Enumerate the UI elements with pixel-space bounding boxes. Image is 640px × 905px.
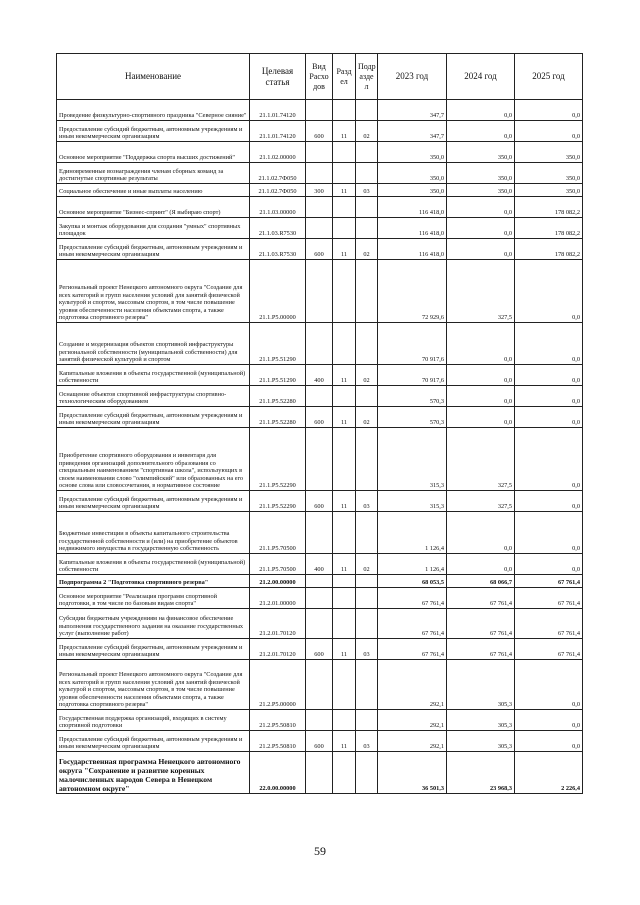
row-subsection (356, 142, 378, 163)
header-2025: 2025 год (515, 54, 583, 100)
row-name: Капитальные вложения в объекты государственной (муниципальной) собственности (57, 365, 250, 386)
row-name: Государственная поддержка организаций, входящих в систему спортивной подготовки (57, 710, 250, 731)
row-subsection: 02 (356, 365, 378, 386)
row-section (333, 428, 356, 491)
row-name: Региональный проект Ненецкого автономного округа "Создание для всех категорий и групп населения условий для занятий физической культурой и спортом, массовым спортом, в том числе повышение уровня обеспеченности населения объектами спорта, а также подготовка спортивного резерва" (57, 660, 250, 710)
row-expense-type (306, 575, 333, 588)
table-row (57, 575, 583, 588)
row-2025-value: 350,0 (515, 163, 583, 184)
row-2025-value: 67 761,4 (515, 639, 583, 660)
row-2024-value: 327,5 (447, 491, 515, 512)
table-row (57, 710, 583, 731)
row-target-code: 21.2.P5.50810 (250, 731, 306, 752)
row-subsection: 03 (356, 731, 378, 752)
row-2023-value: 347,7 (378, 100, 447, 121)
row-expense-type: 600 (306, 407, 333, 428)
row-target-code: 21.1.02.7Ф050 (250, 163, 306, 184)
row-subsection (356, 197, 378, 218)
row-section: 11 (333, 184, 356, 197)
row-2023-value: 70 917,6 (378, 365, 447, 386)
header-subsection: Подр азде л (356, 54, 378, 100)
row-target-code: 21.1.P5.70500 (250, 554, 306, 575)
table-row (57, 554, 583, 575)
row-section: 11 (333, 639, 356, 660)
row-section: 11 (333, 554, 356, 575)
row-target-code: 21.1.03.00000 (250, 197, 306, 218)
row-expense-type (306, 512, 333, 554)
row-section: 11 (333, 121, 356, 142)
header-2024: 2024 год (447, 54, 515, 100)
row-2023-value: 347,7 (378, 121, 447, 142)
row-2025-value: 350,0 (515, 142, 583, 163)
row-name: Региональный проект Ненецкого автономного округа "Создание для всех категорий и групп населения условий для занятий физической культурой и спортом, массовым спортом, в том числе повышение уровня обеспеченности населения объектами спорта, а также подготовка спортивного резерва" (57, 260, 250, 323)
row-expense-type (306, 163, 333, 184)
row-section (333, 575, 356, 588)
row-target-code: 21.2.P5.00000 (250, 660, 306, 710)
row-expense-type: 400 (306, 554, 333, 575)
header-2023: 2023 год (378, 54, 447, 100)
table-row (57, 491, 583, 512)
row-2023-value: 72 929,6 (378, 260, 447, 323)
row-expense-type (306, 752, 333, 794)
row-subsection (356, 752, 378, 794)
row-2024-value: 23 968,3 (447, 752, 515, 794)
table-row (57, 142, 583, 163)
table-row (57, 588, 583, 609)
row-2025-value: 0,0 (515, 710, 583, 731)
table-row (57, 184, 583, 197)
row-subsection (356, 710, 378, 731)
row-target-code: 21.2.01.00000 (250, 588, 306, 609)
row-2024-value: 68 066,7 (447, 575, 515, 588)
row-2023-value: 70 917,6 (378, 323, 447, 365)
row-2023-value: 68 053,5 (378, 575, 447, 588)
row-name: Предоставление субсидий бюджетным, автономным учреждениям и иным некоммерческим организациям (57, 639, 250, 660)
row-name: Приобретение спортивного оборудования и инвентаря для приведения организаций дополнительного образования со специальным наименованием "спортивная школа", использующих в своем наименовании слово "олимпийский" или образованных на его основе слова или словосочетания, в нормативное состояние (57, 428, 250, 491)
row-subsection: 02 (356, 121, 378, 142)
row-expense-type: 600 (306, 731, 333, 752)
row-2025-value: 0,0 (515, 554, 583, 575)
row-expense-type (306, 323, 333, 365)
row-section: 11 (333, 239, 356, 260)
row-2024-value: 67 761,4 (447, 609, 515, 639)
row-section (333, 512, 356, 554)
row-2025-value: 0,0 (515, 491, 583, 512)
row-expense-type: 600 (306, 239, 333, 260)
row-2023-value: 350,0 (378, 142, 447, 163)
table-row (57, 323, 583, 365)
row-section (333, 386, 356, 407)
row-2025-value: 67 761,4 (515, 575, 583, 588)
row-target-code: 21.2.01.70120 (250, 639, 306, 660)
row-2025-value: 0,0 (515, 660, 583, 710)
row-2024-value: 0,0 (447, 323, 515, 365)
row-subsection (356, 512, 378, 554)
row-name: Основное мероприятие "Поддержка спорта высших достижений" (57, 142, 250, 163)
row-section (333, 260, 356, 323)
row-subsection (356, 575, 378, 588)
row-2023-value: 1 126,4 (378, 554, 447, 575)
row-2023-value: 315,3 (378, 428, 447, 491)
row-target-code: 21.1.P5.52280 (250, 407, 306, 428)
row-target-code: 21.1.03.R7530 (250, 218, 306, 239)
row-section: 11 (333, 731, 356, 752)
row-2024-value: 350,0 (447, 184, 515, 197)
row-2025-value: 178 082,2 (515, 197, 583, 218)
row-2025-value: 0,0 (515, 428, 583, 491)
row-target-code: 21.1.01.74120 (250, 121, 306, 142)
table-row (57, 407, 583, 428)
row-subsection: 03 (356, 639, 378, 660)
row-2023-value: 1 126,4 (378, 512, 447, 554)
row-name: Субсидии бюджетным учреждениям на финансовое обеспечение выполнения государственного задания на оказание государственных услуг (выполнение работ) (57, 609, 250, 639)
row-subsection: 02 (356, 407, 378, 428)
row-name: Предоставление субсидий бюджетным, автономным учреждениям и иным некоммерческим организациям (57, 731, 250, 752)
table-row (57, 218, 583, 239)
row-2023-value: 67 761,4 (378, 588, 447, 609)
table-row (57, 752, 583, 794)
row-expense-type (306, 197, 333, 218)
row-2024-value: 0,0 (447, 386, 515, 407)
row-target-code: 21.1.P5.00000 (250, 260, 306, 323)
row-target-code: 21.1.P5.52290 (250, 428, 306, 491)
table-row (57, 163, 583, 184)
row-subsection (356, 100, 378, 121)
row-2024-value: 67 761,4 (447, 588, 515, 609)
row-target-code: 21.2.01.70120 (250, 609, 306, 639)
row-target-code: 21.1.03.R7530 (250, 239, 306, 260)
table-row (57, 100, 583, 121)
row-2023-value: 315,3 (378, 491, 447, 512)
row-target-code: 21.1.P5.52290 (250, 491, 306, 512)
row-2025-value: 2 226,4 (515, 752, 583, 794)
row-subsection: 03 (356, 184, 378, 197)
row-expense-type: 600 (306, 121, 333, 142)
table-row (57, 365, 583, 386)
row-target-code: 21.1.P5.52280 (250, 386, 306, 407)
row-2025-value: 0,0 (515, 407, 583, 428)
row-section (333, 100, 356, 121)
row-subsection (356, 609, 378, 639)
row-2024-value: 0,0 (447, 197, 515, 218)
row-section (333, 752, 356, 794)
row-2023-value: 570,3 (378, 407, 447, 428)
table-body (57, 100, 583, 794)
row-expense-type (306, 660, 333, 710)
row-expense-type (306, 609, 333, 639)
row-subsection: 02 (356, 239, 378, 260)
row-name: Проведение физкультурно-спортивного праздника "Северное сияние" (57, 100, 250, 121)
row-expense-type: 400 (306, 365, 333, 386)
row-subsection (356, 386, 378, 407)
row-section: 11 (333, 407, 356, 428)
row-2023-value: 116 418,0 (378, 218, 447, 239)
row-2023-value: 292,1 (378, 731, 447, 752)
row-2024-value: 327,5 (447, 260, 515, 323)
header-target: Целевая статья (250, 54, 306, 100)
row-section (333, 660, 356, 710)
row-section: 11 (333, 491, 356, 512)
row-2023-value: 116 418,0 (378, 239, 447, 260)
table-row (57, 386, 583, 407)
row-section (333, 710, 356, 731)
row-expense-type (306, 386, 333, 407)
row-2025-value: 178 082,2 (515, 218, 583, 239)
table-row (57, 121, 583, 142)
row-expense-type (306, 142, 333, 163)
row-expense-type: 600 (306, 491, 333, 512)
row-subsection (356, 323, 378, 365)
row-target-code: 21.1.01.74120 (250, 100, 306, 121)
row-name: Подпрограмма 2 "Подготовка спортивного резерва" (57, 575, 250, 588)
row-name: Основное мероприятие "Бизнес-спринт" (Я выбираю спорт) (57, 197, 250, 218)
table-row (57, 731, 583, 752)
row-expense-type (306, 588, 333, 609)
row-2025-value: 0,0 (515, 512, 583, 554)
row-expense-type (306, 100, 333, 121)
table-row (57, 639, 583, 660)
row-2023-value: 570,3 (378, 386, 447, 407)
row-section (333, 323, 356, 365)
row-subsection (356, 260, 378, 323)
row-name: Предоставление субсидий бюджетным, автономным учреждениям и иным некоммерческим организациям (57, 491, 250, 512)
row-expense-type (306, 428, 333, 491)
row-expense-type: 300 (306, 184, 333, 197)
row-2025-value: 0,0 (515, 365, 583, 386)
row-subsection (356, 660, 378, 710)
row-2024-value: 305,3 (447, 710, 515, 731)
table-row (57, 660, 583, 710)
row-subsection (356, 163, 378, 184)
row-2024-value: 350,0 (447, 142, 515, 163)
row-2025-value: 0,0 (515, 386, 583, 407)
table-row (57, 609, 583, 639)
row-name: Предоставление субсидий бюджетным, автономным учреждениям и иным некоммерческим организациям (57, 239, 250, 260)
row-subsection: 03 (356, 491, 378, 512)
row-name: Создание и модернизация объектов спортивной инфраструктуры региональной собственности (муниципальной собственности) для занятий физической культурой и спортом (57, 323, 250, 365)
table-row (57, 260, 583, 323)
row-2023-value: 116 418,0 (378, 197, 447, 218)
row-target-code: 21.1.P5.51290 (250, 323, 306, 365)
row-name: Предоставление субсидий бюджетным, автономным учреждениям и иным некоммерческим организациям (57, 407, 250, 428)
row-2024-value: 0,0 (447, 121, 515, 142)
row-2025-value: 0,0 (515, 121, 583, 142)
row-section (333, 218, 356, 239)
row-name: Закупка и монтаж оборудования для создания "умных" спортивных площадок (57, 218, 250, 239)
row-2024-value: 0,0 (447, 365, 515, 386)
row-name: Оснащение объектов спортивной инфраструктуры спортивно-технологическим оборудованием (57, 386, 250, 407)
header-expense-type: Вид Расхо дов (306, 54, 333, 100)
row-name: Капитальные вложения в объекты государственной (муниципальной) собственности (57, 554, 250, 575)
row-2025-value: 0,0 (515, 100, 583, 121)
row-name: Основное мероприятие "Реализация программ спортивной подготовки, в том числе по базовым видам спорта" (57, 588, 250, 609)
row-expense-type (306, 260, 333, 323)
row-subsection: 02 (356, 554, 378, 575)
row-2023-value: 350,0 (378, 184, 447, 197)
row-2023-value: 36 501,3 (378, 752, 447, 794)
row-2025-value: 178 082,2 (515, 239, 583, 260)
row-section (333, 163, 356, 184)
row-target-code: 21.2.00.00000 (250, 575, 306, 588)
row-2023-value: 292,1 (378, 660, 447, 710)
row-2024-value: 0,0 (447, 100, 515, 121)
table-row (57, 197, 583, 218)
row-target-code: 21.1.P5.70500 (250, 512, 306, 554)
table-row (57, 239, 583, 260)
row-2024-value: 305,3 (447, 731, 515, 752)
row-2024-value: 327,5 (447, 428, 515, 491)
row-2023-value: 350,0 (378, 163, 447, 184)
row-subsection (356, 588, 378, 609)
row-name: Предоставление субсидий бюджетным, автономным учреждениям и иным некоммерческим организациям (57, 121, 250, 142)
header-section: Разд ел (333, 54, 356, 100)
header-row (57, 54, 583, 100)
budget-table (56, 53, 583, 794)
row-2024-value: 67 761,4 (447, 639, 515, 660)
row-2023-value: 67 761,4 (378, 609, 447, 639)
row-subsection (356, 428, 378, 491)
row-name: Государственная программа Ненецкого автономного округа "Сохранение и развитие коренных малочисленных народов Севера в Ненецком автономном округе" (57, 752, 250, 794)
row-2025-value: 67 761,4 (515, 609, 583, 639)
row-2023-value: 292,1 (378, 710, 447, 731)
row-2023-value: 67 761,4 (378, 639, 447, 660)
row-2025-value: 0,0 (515, 260, 583, 323)
row-section: 11 (333, 365, 356, 386)
table-row (57, 428, 583, 491)
row-2024-value: 0,0 (447, 239, 515, 260)
row-subsection (356, 218, 378, 239)
row-section (333, 588, 356, 609)
page-number: 59 (314, 844, 326, 858)
row-name: Единовременные вознаграждения членам сборных команд за достигнутые спортивные результаты (57, 163, 250, 184)
row-expense-type: 600 (306, 639, 333, 660)
row-2024-value: 305,3 (447, 660, 515, 710)
row-section (333, 609, 356, 639)
table-row (57, 512, 583, 554)
row-2024-value: 0,0 (447, 554, 515, 575)
row-2025-value: 0,0 (515, 323, 583, 365)
row-2024-value: 0,0 (447, 218, 515, 239)
row-target-code: 21.1.P5.51290 (250, 365, 306, 386)
row-section (333, 142, 356, 163)
row-section (333, 197, 356, 218)
row-2025-value: 0,0 (515, 731, 583, 752)
row-target-code: 21.1.02.00000 (250, 142, 306, 163)
row-2025-value: 67 761,4 (515, 588, 583, 609)
row-2024-value: 0,0 (447, 407, 515, 428)
header-name: Наименование (57, 54, 250, 100)
row-expense-type (306, 218, 333, 239)
row-2025-value: 350,0 (515, 184, 583, 197)
row-2024-value: 0,0 (447, 512, 515, 554)
row-name: Социальное обеспечение и иные выплаты населению (57, 184, 250, 197)
row-target-code: 21.1.02.7Ф050 (250, 184, 306, 197)
row-target-code: 21.2.P5.50810 (250, 710, 306, 731)
row-target-code: 22.0.00.00000 (250, 752, 306, 794)
row-expense-type (306, 710, 333, 731)
row-name: Бюджетные инвестиции в объекты капитального строительства государственной собственности и (или) на приобретение объектов недвижимого имущества в государственную собственность (57, 512, 250, 554)
row-2024-value: 350,0 (447, 163, 515, 184)
